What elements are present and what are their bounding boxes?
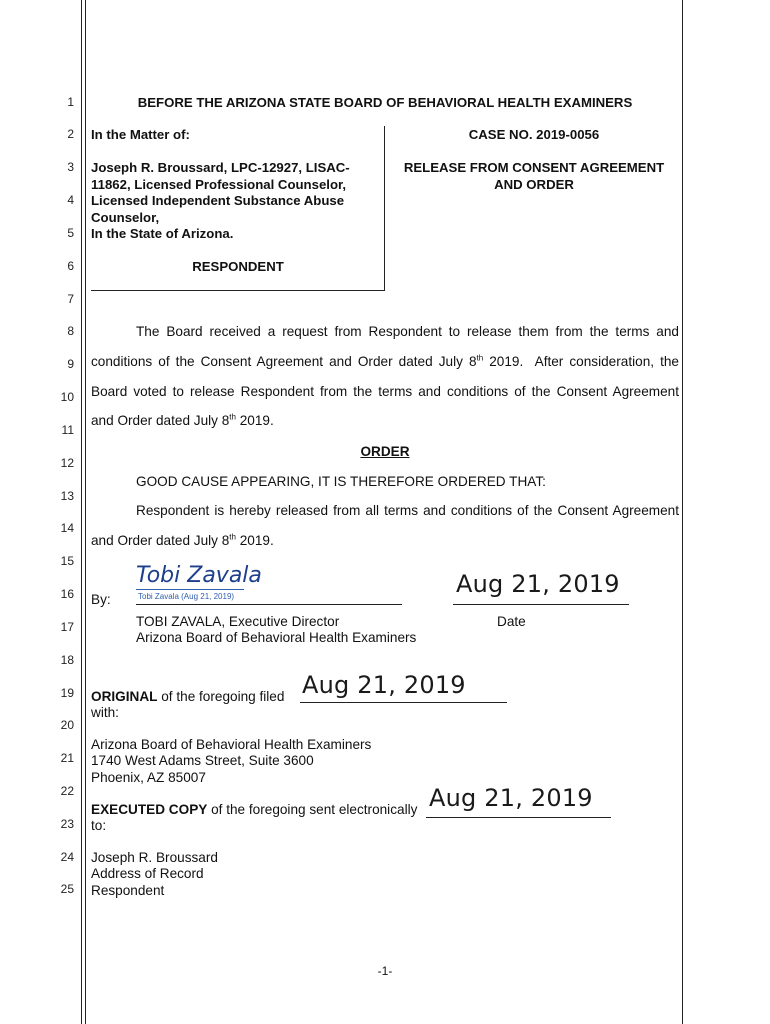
margin-rule-right xyxy=(682,0,683,1024)
line-number: 15 xyxy=(60,554,74,568)
recipient-block xyxy=(91,850,218,899)
line-number: 19 xyxy=(60,686,74,700)
line-number: 3 xyxy=(67,160,74,174)
respondent-label: RESPONDENT xyxy=(192,259,284,274)
signature-line xyxy=(136,604,402,605)
line-number: 7 xyxy=(67,292,74,306)
date-line xyxy=(453,604,629,605)
address-line: Arizona Board of Behavioral Health Examiners xyxy=(91,737,372,752)
line-number: 12 xyxy=(60,456,74,470)
signature-image: Tobi Zavala xyxy=(136,563,262,588)
recipient-line: Joseph R. Broussard xyxy=(91,850,218,865)
body-paragraph-line: Board voted to release Respondent from the terms and conditions of the Consent Agreement xyxy=(91,384,679,399)
case-number: CASE NO. 2019-0056 xyxy=(468,127,600,142)
line-number: 8 xyxy=(67,324,74,338)
respondent-line: In the State of Arizona. xyxy=(91,226,234,241)
executed-copy-text: EXECUTED COPY of the foregoing sent electronically xyxy=(91,802,418,817)
page-number: -1- xyxy=(377,964,393,978)
recipient-line: Respondent xyxy=(91,882,165,898)
line-number: 9 xyxy=(67,357,74,371)
original-filed-date: Aug 21, 2019 xyxy=(302,671,466,699)
original-filed-text: ORIGINAL of the foregoing filed xyxy=(91,689,285,704)
executed-date-line xyxy=(426,817,611,818)
signature-underline-blue xyxy=(136,589,244,590)
respondent-line: 11862, Licensed Professional Counselor, xyxy=(91,176,347,192)
original-with-text: with: xyxy=(91,705,119,720)
body-paragraph-line: and Order dated July 8th 2019. xyxy=(91,412,274,428)
line-number: 11 xyxy=(61,423,74,437)
executed-date: Aug 21, 2019 xyxy=(429,784,593,812)
respondent-line: Joseph R. Broussard, LPC-12927, LISAC- xyxy=(91,160,350,175)
signed-date: Aug 21, 2019 xyxy=(456,570,620,598)
executed-to-text: to: xyxy=(91,818,107,833)
line-number: 18 xyxy=(60,653,74,667)
body-paragraph-line: The Board received a request from Respondent to release them from the terms and xyxy=(136,324,679,339)
order-paragraph-line: Respondent is hereby released from all terms and conditions of the Consent Agreement xyxy=(136,503,679,518)
address-line: Phoenix, AZ 85007 xyxy=(91,769,206,785)
matter-label: In the Matter of: xyxy=(91,127,190,142)
respondent-line: Counselor, xyxy=(91,209,160,225)
line-number: 23 xyxy=(60,817,74,831)
address-line: 1740 West Adams Street, Suite 3600 xyxy=(91,753,314,769)
board-address xyxy=(91,737,371,786)
line-number: 5 xyxy=(67,226,74,240)
order-heading: ORDER xyxy=(360,444,410,459)
line-number: 4 xyxy=(67,193,74,207)
line-number: 21 xyxy=(60,751,74,765)
line-number: 1 xyxy=(67,95,74,109)
board-title: BEFORE THE ARIZONA STATE BOARD OF BEHAVIORAL HEALTH EXAMINERS xyxy=(137,95,633,110)
line-number: 20 xyxy=(60,718,74,732)
signature-caption: Tobi Zavala (Aug 21, 2019) xyxy=(138,592,235,601)
line-number: 17 xyxy=(60,620,74,634)
document-title xyxy=(386,160,682,193)
body-paragraph-line: conditions of the Consent Agreement and Order dated July 8th 2019. After consideration, the xyxy=(91,353,679,369)
original-date-line xyxy=(300,702,507,703)
line-number: 14 xyxy=(60,521,74,535)
document-title-line: RELEASE FROM CONSENT AGREEMENT xyxy=(403,160,665,175)
caption-divider-horizontal xyxy=(91,290,385,291)
signer-org: Arizona Board of Behavioral Health Examiners xyxy=(136,630,417,645)
by-label: By: xyxy=(91,592,111,607)
line-number: 22 xyxy=(60,784,74,798)
line-number: 16 xyxy=(60,587,74,601)
recipient-line: Address of Record xyxy=(91,866,204,882)
respondent-block xyxy=(91,160,381,243)
good-cause-text: GOOD CAUSE APPEARING, IT IS THEREFORE ORDERED THAT: xyxy=(136,474,546,489)
line-number: 13 xyxy=(60,489,74,503)
date-label: Date xyxy=(497,614,526,629)
line-number: 2 xyxy=(67,127,74,141)
respondent-line: Licensed Independent Substance Abuse xyxy=(91,193,345,208)
caption-divider-vertical xyxy=(384,126,385,291)
order-paragraph-line: and Order dated July 8th 2019. xyxy=(91,532,274,548)
line-number: 10 xyxy=(60,390,74,404)
margin-rule-left-1 xyxy=(81,0,82,1024)
line-number: 25 xyxy=(60,882,74,896)
margin-rule-left-2 xyxy=(85,0,86,1024)
line-number: 6 xyxy=(67,259,74,273)
document-title-line: AND ORDER xyxy=(494,176,574,192)
signer-title: TOBI ZAVALA, Executive Director xyxy=(136,614,340,629)
line-number: 24 xyxy=(60,850,74,864)
